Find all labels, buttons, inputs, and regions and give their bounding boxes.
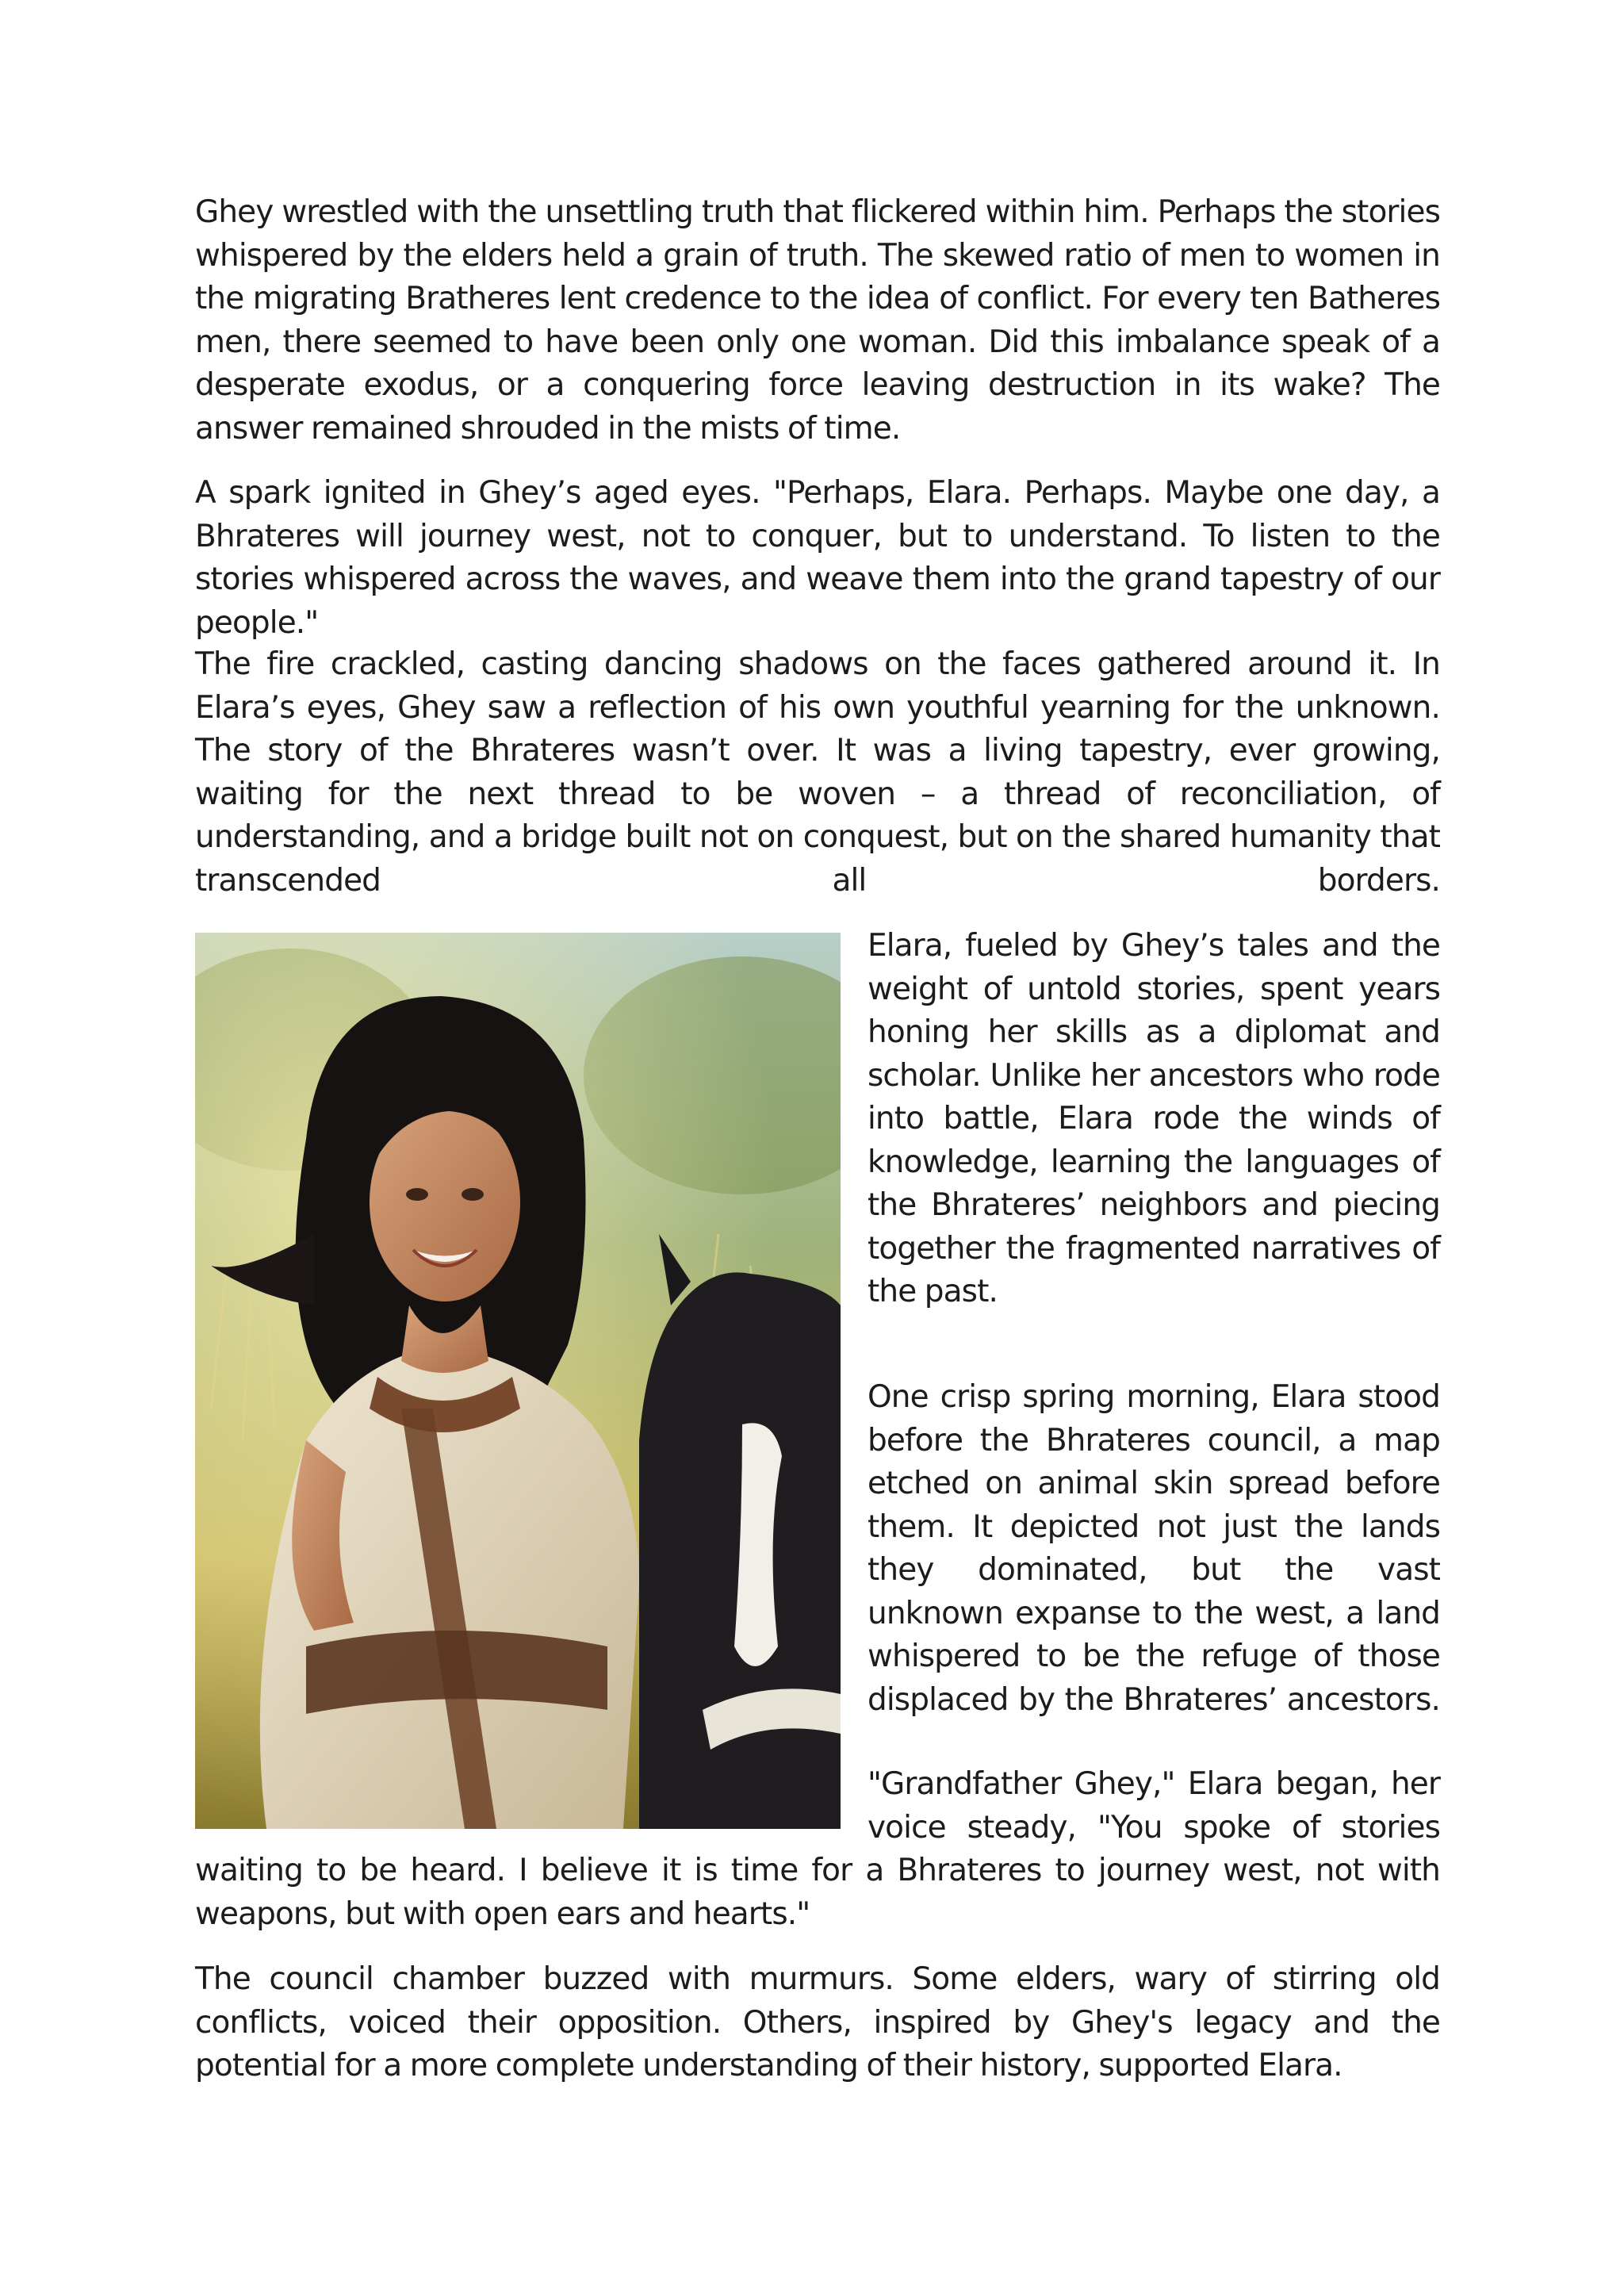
paragraph-spark-ignited: A spark ignited in Ghey’s aged eyes. "Perhaps, Elara. Perhaps. Maybe one day, a Bhrateres will journey west, not to conquer, but to understand. To listen to the stories whispered across the waves, and weave them into the grand tapestry of our people." xyxy=(195,475,1440,641)
paragraph-fire-crackled: The fire crackled, casting dancing shadows on the faces gathered around it. In Elara’s eyes, Ghey saw a reflection of his own youthful yearning for the unknown. The story of the Bhrateres wasn’t over. It was a living tapestry, ever growing, waiting for the next thread to be woven – a thread of reconciliation, of understanding, and a bridge built not on conquest, but on the shared humanity that transcended all borders. xyxy=(195,646,1440,899)
illustration-woman-with-horse xyxy=(195,933,841,1829)
paragraph-grandfather-ghey-start: "Grandfather Ghey," Elara began, her voice steady, "You spoke of stories xyxy=(868,1766,1440,1846)
paragraph-grandfather-ghey-continued: waiting to be heard. I believe it is time for a Bhrateres to journey west, not with weapons, but with open ears and hearts." xyxy=(195,1853,1440,1932)
paragraph-elara-fueled: Elara, fueled by Ghey’s tales and the weight of untold stories, spent years honing her skills as a diplomat and scholar. Unlike her ancestors who rode into battle, Elara rode the winds of knowledge, learning the languages of the Bhrateres’ neighbors and piecing together the fragmented narratives of the past. xyxy=(868,928,1440,1309)
paragraph-crisp-spring-morning: One crisp spring morning, Elara stood before the Bhrateres council, a map etched on animal skin spread before them. It depicted not just the lands they dominated, but the vast unknown expanse to the west, a land whispered to be the refuge of those displaced by the Bhrateres’ ancestors. xyxy=(868,1379,1440,1718)
paragraph-ghey-wrestled: Ghey wrestled with the unsettling truth that flickered within him. Perhaps the stories whispered by the elders held a grain of truth. The skewed ratio of men to women in the migrating Bratheres lent credence to the idea of conflict. For every ten Batheres men, there seemed to have been only one woman. Did this imbalance speak of a desperate exodus, or a conquering force leaving destruction in its wake? The answer remained shrouded in the mists of time. xyxy=(195,194,1440,447)
paragraph-council-chamber: The council chamber buzzed with murmurs. Some elders, wary of stirring old conflicts, voiced their opposition. Others, inspired by Ghey's legacy and the potential for a more complete understanding of their history, supported Elara. xyxy=(195,1961,1440,2083)
